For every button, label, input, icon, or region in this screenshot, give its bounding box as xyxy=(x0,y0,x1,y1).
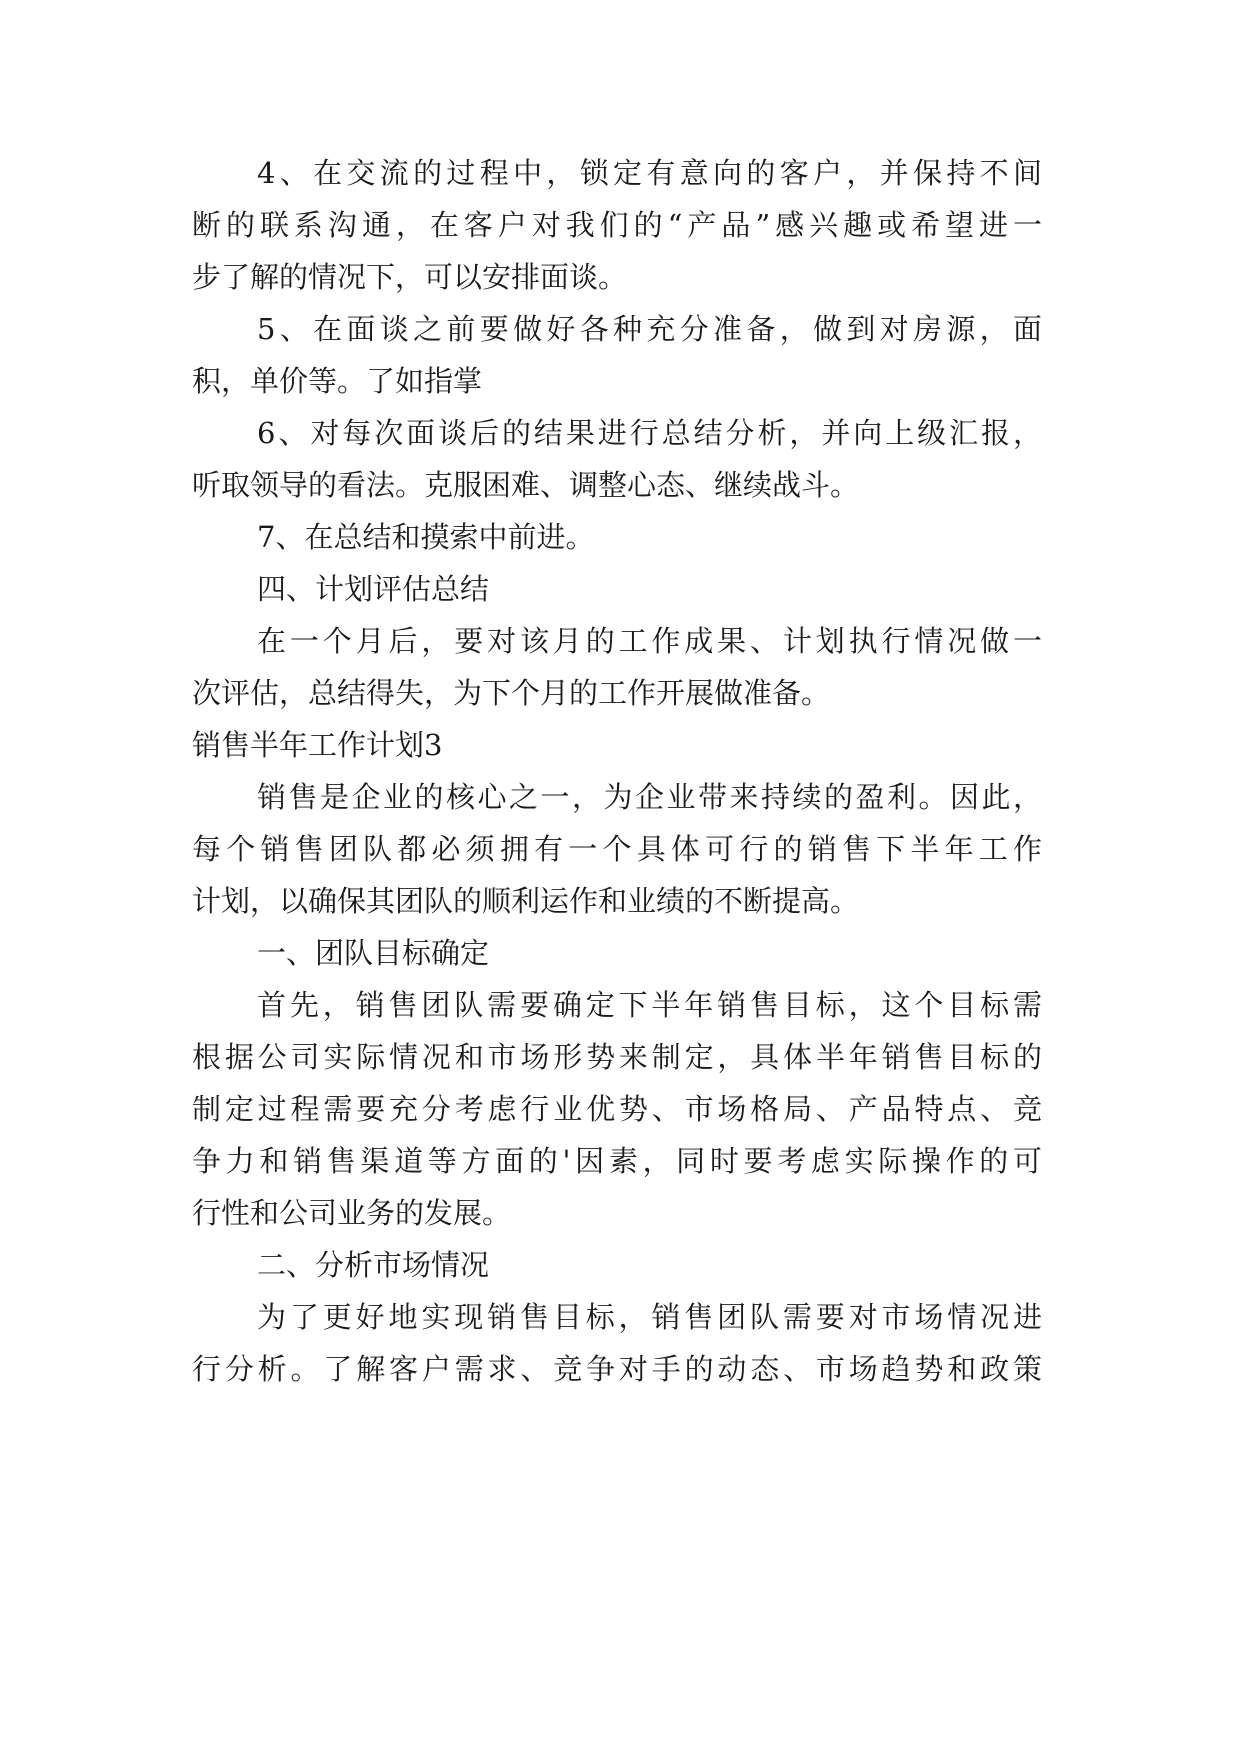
paragraph-line: 行分析。了解客户需求、竞争对手的动态、市场趋势和政策 xyxy=(192,1352,1042,1386)
section-heading: 一、团队目标确定 xyxy=(257,936,490,970)
paragraph-line: 5、在面谈之前要做好各种充分准备，做到对房源，面 xyxy=(257,312,1042,346)
paragraph-line: 根据公司实际情况和市场形势来制定，具体半年销售目标的 xyxy=(192,1040,1042,1074)
paragraph-line: 每个销售团队都必须拥有一个具体可行的销售下半年工作 xyxy=(192,832,1042,866)
paragraph-line: 7、在总结和摸索中前进。 xyxy=(257,520,595,554)
paragraph-line: 听取领导的看法。克服困难、调整心态、继续战斗。 xyxy=(192,468,860,502)
paragraph-line: 次评估，总结得失，为下个月的工作开展做准备。 xyxy=(192,676,831,710)
paragraph-line: 断的联系沟通，在客户对我们的“产品”感兴趣或希望进一 xyxy=(192,208,1042,242)
paragraph-line: 行性和公司业务的发展。 xyxy=(192,1196,512,1230)
paragraph-line: 积，单价等。了如指掌 xyxy=(192,364,483,398)
paragraph-line: 6、对每次面谈后的结果进行总结分析，并向上级汇报， xyxy=(257,416,1042,450)
section-heading: 四、计划评估总结 xyxy=(257,572,490,606)
paragraph-line: 销售是企业的核心之一，为企业带来持续的盈利。因此， xyxy=(257,780,1042,814)
paragraph-line: 计划，以确保其团队的顺利运作和业绩的不断提高。 xyxy=(192,884,860,918)
paragraph-line: 在一个月后，要对该月的工作成果、计划执行情况做一 xyxy=(257,624,1042,658)
paragraph-line: 制定过程需要充分考虑行业优势、市场格局、产品特点、竞 xyxy=(192,1092,1042,1126)
paragraph-line: 4、在交流的过程中，锁定有意向的客户，并保持不间 xyxy=(257,156,1042,190)
paragraph-line: 步了解的情况下，可以安排面谈。 xyxy=(192,260,628,294)
paragraph-line: 首先，销售团队需要确定下半年销售目标，这个目标需 xyxy=(257,988,1042,1022)
document-title: 销售半年工作计划3 xyxy=(192,728,443,762)
paragraph-line: 为了更好地实现销售目标，销售团队需要对市场情况进 xyxy=(257,1300,1042,1334)
paragraph-line: 争力和销售渠道等方面的'因素，同时要考虑实际操作的可 xyxy=(192,1144,1042,1178)
section-heading: 二、分析市场情况 xyxy=(257,1248,490,1282)
